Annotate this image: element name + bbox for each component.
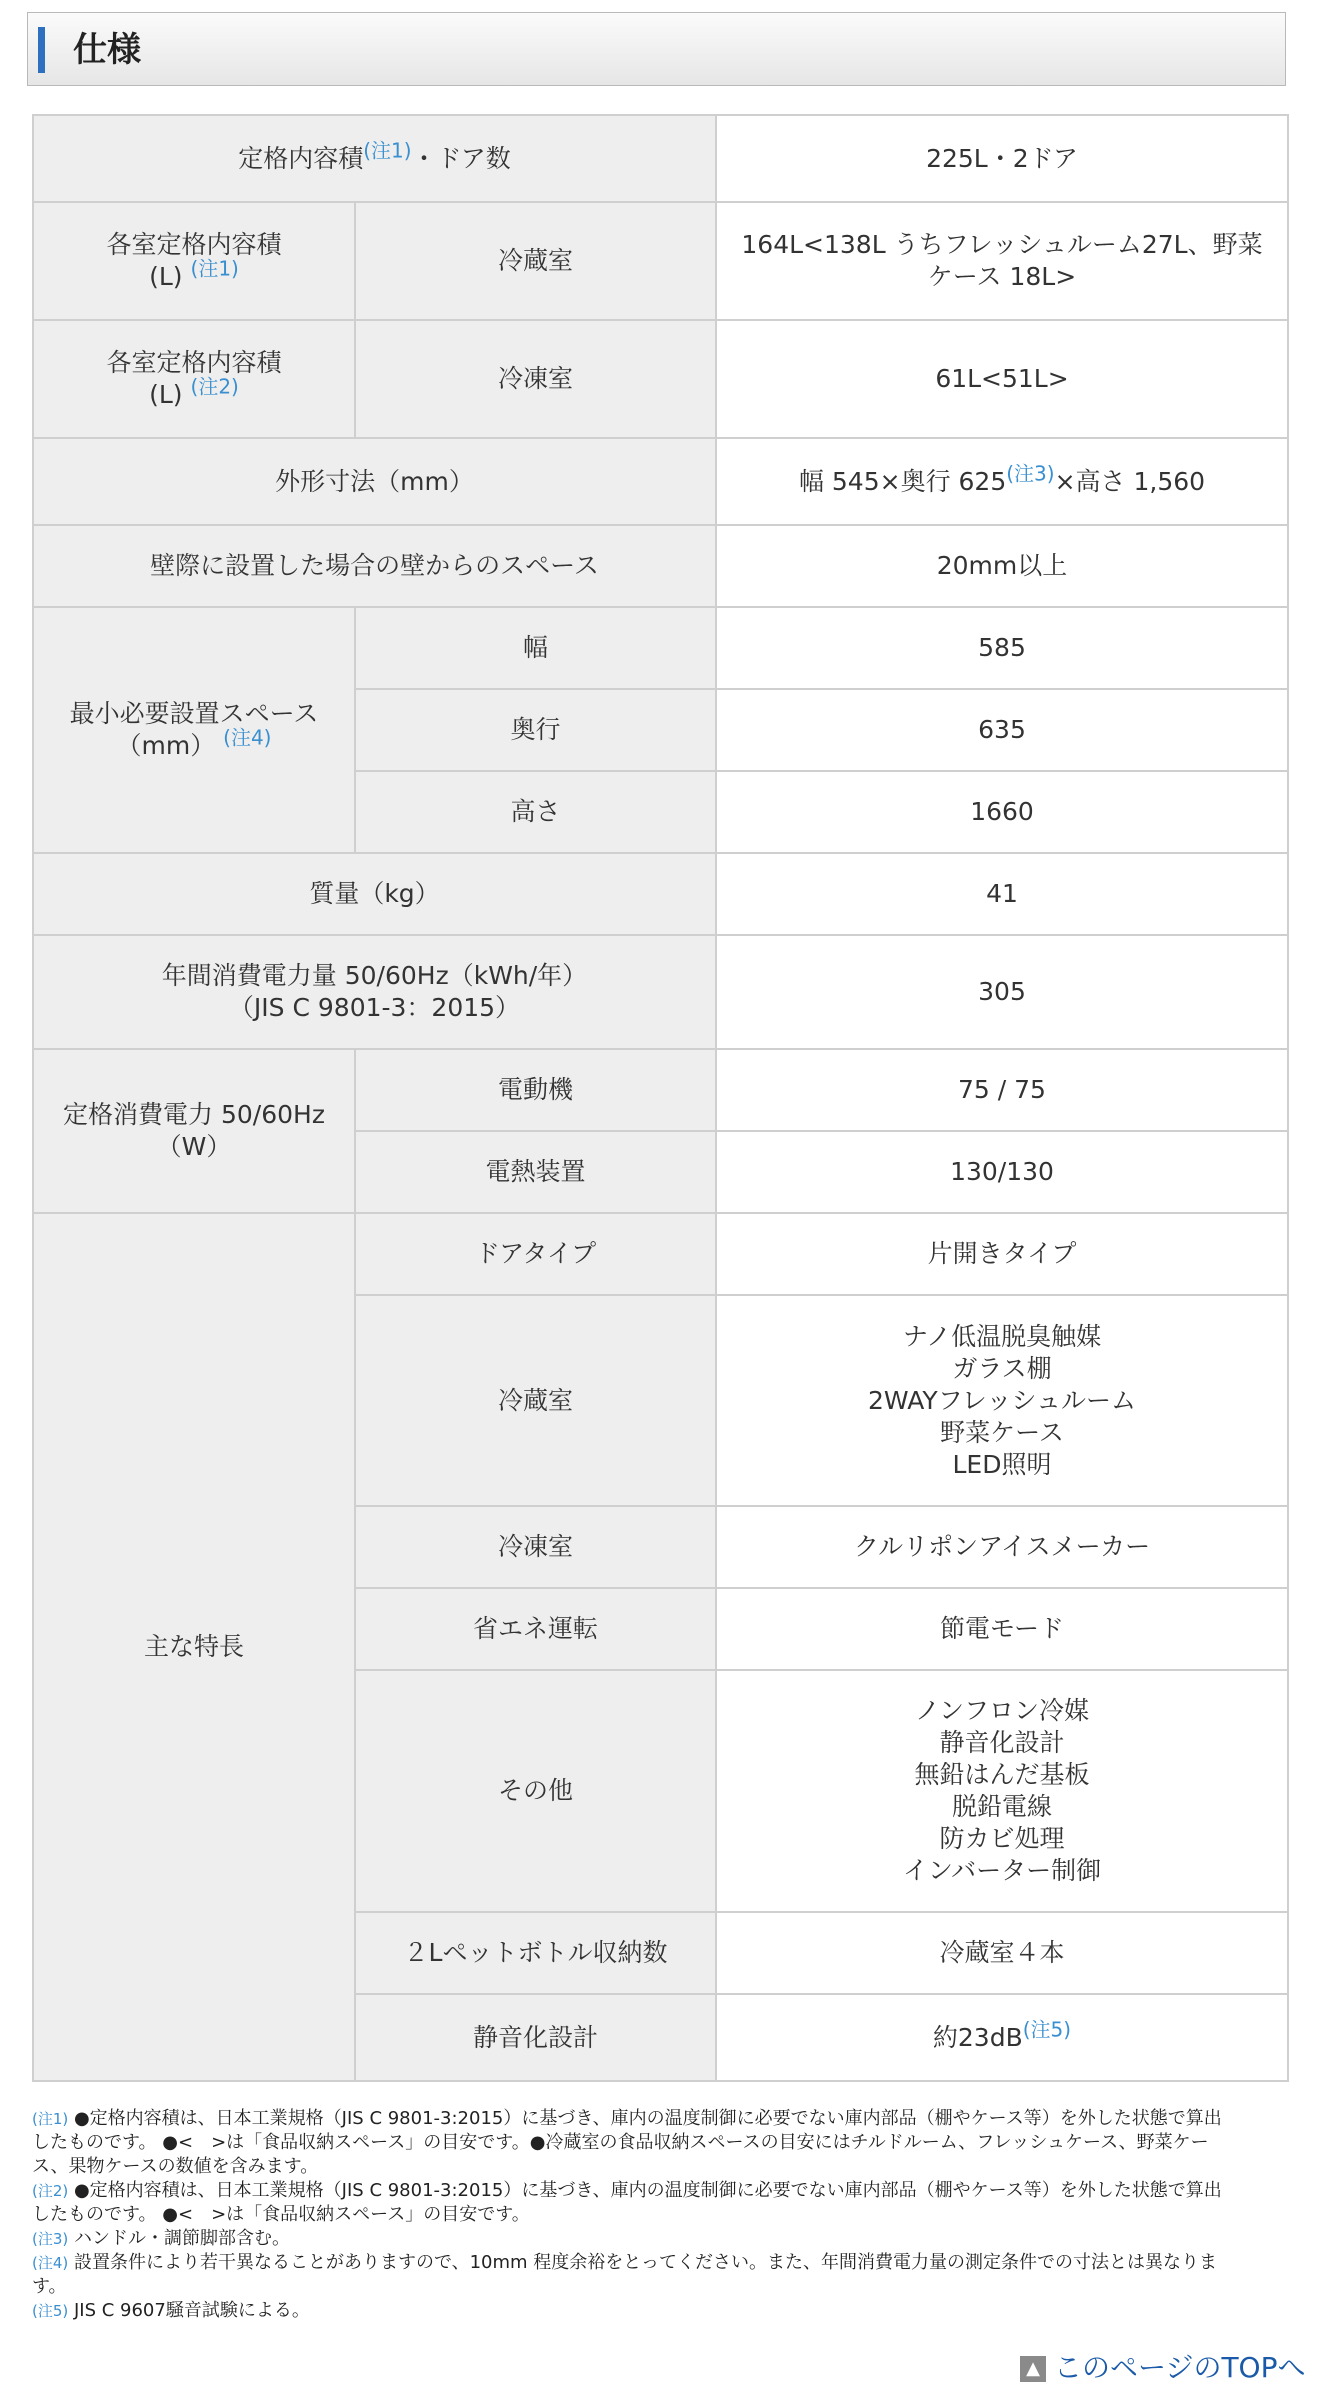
rated-capacity-label: 定格内容積$^{(注1)}$・ドア数 [33,115,716,202]
section-heading [27,12,1286,86]
door-type-label: ドアタイプ [355,1213,716,1295]
quiet-label: 静音化設計 [355,1994,716,2081]
width-label: 幅 [355,607,716,689]
table-row [33,935,1288,1049]
footnote-mark: (注4) [32,2254,69,2272]
eco-value: 節電モード [716,1588,1288,1670]
fridge-capacity-value: 164L<138L うちフレッシュルーム27L、野菜ケース 18L> [716,202,1288,320]
width-value: 585 [716,607,1288,689]
depth-value: 635 [716,689,1288,771]
heater-value: 130/130 [716,1131,1288,1213]
table-row [33,525,1288,607]
note-link[interactable]: (注1) [363,138,412,163]
fridge-features-label: 冷蔵室 [355,1295,716,1506]
note-link[interactable]: (注1) [190,256,239,281]
footnote: (注2) ●定格内容積は、日本工業規格（JIS C 9801-3:2015）に基づき、庫内の温度制御に必要でない庫内部品（棚やケース等）を外した状態で算出したものです。 ●< >は「食品収納スペース」の目安です。 [32,2180,1222,2225]
door-type-value: 片開きタイプ [716,1213,1288,1295]
mass-value: 41 [716,853,1288,935]
table-row [33,1213,1288,1295]
spec-table [32,114,1289,2082]
dimensions-label: 外形寸法（mm） [33,438,716,525]
other-features-value: ノンフロン冷媒 静音化設計 無鉛はんだ基板 脱鉛電線 防カビ処理 インバーター制御 [716,1670,1288,1912]
footnote-mark: (注2) [32,2182,69,2200]
height-value: 1660 [716,771,1288,853]
footnote: (注5) JIS C 9607騒音試験による。 [32,2300,310,2321]
motor-value: 75 / 75 [716,1049,1288,1131]
arrow-up-icon: ▲ [1020,2356,1046,2382]
footnote-mark: (注3) [32,2230,69,2248]
page-title: 仕様 [73,30,141,70]
room-capacity-label: 各室定格内容積 (L) $^{(注1)}$ [33,202,355,320]
table-row [33,438,1288,525]
note-link[interactable]: (注4) [223,725,272,750]
quiet-value: 約23dB$^{(注5)}$ [716,1994,1288,2081]
freezer-features-label: 冷凍室 [355,1506,716,1588]
footnote: (注3) ハンドル・調節脚部含む。 [32,2228,290,2249]
fridge-label: 冷蔵室 [355,202,716,320]
rated-capacity-value: 225L・2ドア [716,115,1288,202]
min-space-label: 最小必要設置スペース （mm） $^{(注4)}$ [33,607,355,853]
wall-space-value: 20mm以上 [716,525,1288,607]
freezer-capacity-value: 61L<51L> [716,320,1288,438]
features-label: 主な特長 [33,1213,355,2081]
table-row [33,202,1288,320]
footnote: (注4) 設置条件により若干異なることがありますので、10mm 程度余裕をとってください。また、年間消費電力量の測定条件での寸法とは異なります。 [32,2252,1217,2297]
energy-value: 305 [716,935,1288,1049]
footnote-mark: (注5) [32,2302,69,2320]
wall-space-label: 壁際に設置した場合の壁からのスペース [33,525,716,607]
freezer-features-value: クルリポンアイスメーカー [716,1506,1288,1588]
mass-label: 質量（kg） [33,853,716,935]
power-label: 定格消費電力 50/60Hz （W） [33,1049,355,1213]
eco-label: 省エネ運転 [355,1588,716,1670]
bottle-value: 冷蔵室４本 [716,1912,1288,1994]
fridge-features-value: ナノ低温脱臭触媒 ガラス棚 2WAYフレッシュルーム 野菜ケース LED照明 [716,1295,1288,1506]
table-row [33,853,1288,935]
other-label: その他 [355,1670,716,1912]
footnotes [32,2107,1232,2323]
back-to-top-link[interactable] [1020,2346,1305,2386]
motor-label: 電動機 [355,1049,716,1131]
table-row [33,1049,1288,1131]
note-link[interactable]: (注2) [190,374,239,399]
table-row [33,607,1288,689]
heater-label: 電熱装置 [355,1131,716,1213]
table-row [33,115,1288,202]
footnote-mark: (注1) [32,2110,69,2128]
back-to-top-label: このページのTOPへ [1054,2351,1306,2384]
note-link[interactable]: (注5) [1022,2017,1072,2042]
note-link[interactable]: (注3) [1006,461,1055,486]
heading-accent-bar [38,27,45,73]
freezer-label: 冷凍室 [355,320,716,438]
table-row [33,320,1288,438]
dimensions-value: 幅 545×奥行 625$^{(注3)}$×高さ 1,560 [716,438,1288,525]
height-label: 高さ [355,771,716,853]
depth-label: 奥行 [355,689,716,771]
bottle-label: ２Lペットボトル収納数 [355,1912,716,1994]
footnote: (注1) ●定格内容積は、日本工業規格（JIS C 9801-3:2015）に基づき、庫内の温度制御に必要でない庫内部品（棚やケース等）を外した状態で算出したものです。 ●< >は「食品収納スペース」の目安です。●冷蔵室の食品収納スペースの目安にはチルドルーム、フレッシュケース、野菜ケース、果物ケースの数値を含みます。 [32,2108,1222,2177]
energy-label: 年間消費電力量 50/60Hz（kWh/年） （JIS C 9801-3：2015） [33,935,716,1049]
room-capacity-label: 各室定格内容積 (L) $^{(注2)}$ [33,320,355,438]
